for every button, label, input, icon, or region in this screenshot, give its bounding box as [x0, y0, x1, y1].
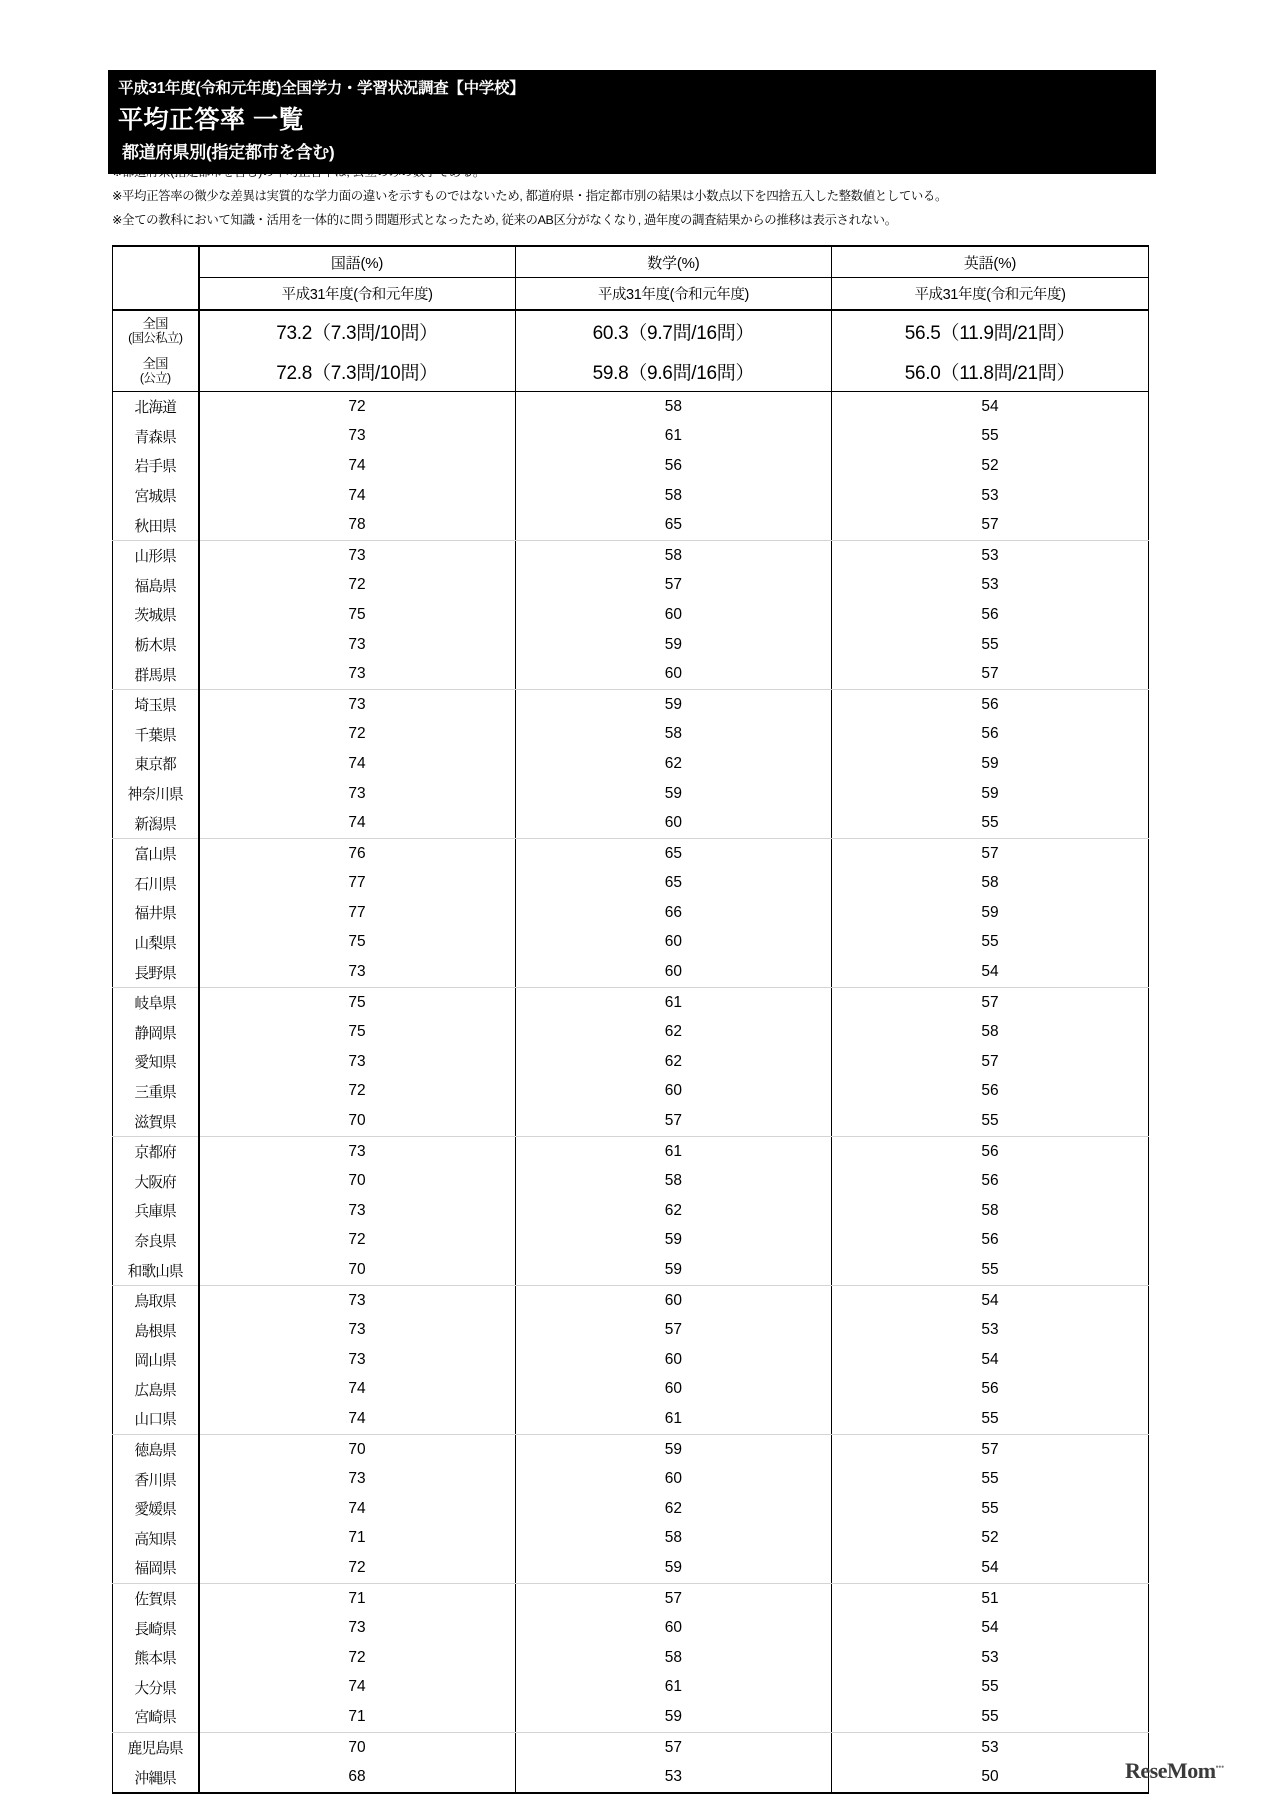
- cell-japanese-score: 73: [199, 659, 516, 689]
- cell-japanese-score: 74: [199, 749, 516, 779]
- cell-national-public-japanese: 72.8（7.3問/10問）: [199, 351, 516, 392]
- row-label-prefecture: 島根県: [113, 1315, 199, 1345]
- cell-english-score: 57: [981, 1440, 999, 1458]
- cell-english-score: 59: [981, 903, 999, 921]
- cell-english-score: 58: [981, 874, 999, 892]
- year-header-english: 平成31年度(令和元年度): [832, 278, 1149, 311]
- row-label-prefecture: 宮城県: [113, 481, 199, 511]
- table-row: [113, 1375, 1149, 1405]
- row-label-prefecture: 京都府: [113, 1136, 199, 1166]
- cell-japanese-score: 74: [199, 1375, 516, 1405]
- cell-english-score: 55: [981, 635, 999, 653]
- row-label-line2: (国公私立): [128, 331, 183, 346]
- row-label-prefecture: 兵庫県: [113, 1196, 199, 1226]
- table-row: [113, 600, 1149, 630]
- row-label-prefecture: 佐賀県: [113, 1583, 199, 1613]
- cell-math-score: 61: [515, 1136, 832, 1166]
- column-header-math: 数学(%): [515, 246, 832, 278]
- cell-math-score: 65: [515, 869, 832, 899]
- row-label-prefecture: 山口県: [113, 1404, 199, 1434]
- cell-japanese-score: 68: [199, 1762, 516, 1793]
- cell-national-all-english: 56.5（11.9問/21問）: [904, 322, 1076, 344]
- cell-math-score: 57: [515, 571, 832, 601]
- cell-english-score: 55: [832, 1404, 1149, 1434]
- cell-english-score: 53: [981, 486, 999, 504]
- cell-japanese-score: 70: [199, 1106, 516, 1136]
- cell-math-score: 60: [515, 1375, 832, 1405]
- row-label-prefecture: 山梨県: [113, 928, 199, 958]
- cell-english-score: 55: [981, 1499, 999, 1517]
- cell-english-score: 56: [981, 1172, 999, 1190]
- row-label-prefecture: 岐阜県: [113, 987, 199, 1017]
- cell-english-score: 57: [832, 659, 1149, 689]
- table-row: [113, 1315, 1149, 1345]
- row-label-prefecture: 長崎県: [113, 1613, 199, 1643]
- survey-title: 平成31年度(令和元年度)全国学力・学習状況調査【中学校】: [118, 80, 525, 97]
- table-row: [113, 510, 1149, 540]
- cell-japanese-score: 74: [199, 451, 516, 481]
- cell-math-score: 59: [515, 1434, 832, 1464]
- cell-japanese-score: 72: [199, 1643, 516, 1673]
- cell-math-score: 60: [515, 928, 832, 958]
- row-label-prefecture: 大分県: [113, 1673, 199, 1703]
- cell-math-score: 57: [515, 1583, 832, 1613]
- cell-math-score: 65: [515, 838, 832, 868]
- row-label-prefecture: 和歌山県: [113, 1255, 199, 1285]
- cell-math-score: 59: [515, 630, 832, 660]
- cell-english-score: 58: [981, 1201, 999, 1219]
- cell-japanese-score: 71: [199, 1524, 516, 1554]
- cell-japanese-score: 73: [199, 1047, 516, 1077]
- row-label-prefecture: 岡山県: [113, 1345, 199, 1375]
- cell-english-score: 56: [981, 1231, 999, 1249]
- cell-english-score: 56: [981, 695, 999, 713]
- cell-english-score: 55: [832, 1106, 1149, 1136]
- table-row: [113, 1196, 1149, 1226]
- cell-japanese-score: 73: [199, 1196, 516, 1226]
- cell-math-score: 61: [515, 1404, 832, 1434]
- row-label-prefecture: 愛媛県: [113, 1494, 199, 1524]
- cell-japanese-score: 75: [199, 600, 516, 630]
- row-label-prefecture: 広島県: [113, 1375, 199, 1405]
- cell-math-score: 59: [515, 1255, 832, 1285]
- table-corner-cell-lower: [113, 278, 199, 311]
- table-row: [113, 1077, 1149, 1107]
- row-label-prefecture: 青森県: [113, 422, 199, 452]
- cell-math-score: 57: [515, 1106, 832, 1136]
- cell-japanese-score: 70: [199, 1732, 516, 1762]
- row-label-prefecture: 北海道: [113, 392, 199, 422]
- cell-japanese-score: 71: [199, 1702, 516, 1732]
- table-head: [113, 246, 1149, 310]
- row-label-prefecture: 鳥取県: [113, 1285, 199, 1315]
- cell-math-score: 59: [515, 1226, 832, 1256]
- cell-national-all-math: 60.3（9.7問/16問）: [515, 310, 832, 351]
- cell-english-score: 56: [981, 1380, 999, 1398]
- row-label-line2: (公立): [139, 371, 171, 386]
- cell-english-score: 54: [981, 1291, 999, 1309]
- cell-math-score: 60: [515, 808, 832, 838]
- cell-japanese-score: 73: [199, 689, 516, 719]
- cell-japanese-score: 74: [199, 1404, 516, 1434]
- cell-math-score: 62: [515, 749, 832, 779]
- row-label-line1: 全国: [142, 356, 168, 372]
- table-row: [113, 957, 1149, 987]
- cell-math-score: 65: [515, 510, 832, 540]
- cell-national-public-english: 56.0（11.8問/21問）: [832, 351, 1149, 392]
- row-label-prefecture: 徳島県: [113, 1434, 199, 1464]
- table-row: [113, 1166, 1149, 1196]
- site-watermark: [1125, 1758, 1224, 1784]
- cell-math-score: 57: [515, 1315, 832, 1345]
- cell-english-score: 52: [981, 1529, 999, 1547]
- row-label-prefecture: 山形県: [113, 540, 199, 570]
- table-row: [113, 898, 1149, 928]
- row-label-prefecture: 福島県: [113, 571, 199, 601]
- cell-japanese-score: 77: [199, 898, 516, 928]
- table-header-row-subjects: [113, 246, 1149, 278]
- cell-japanese-score: 73: [199, 1613, 516, 1643]
- column-header-japanese: 国語(%): [199, 246, 516, 278]
- prefecture-rows-body: [113, 392, 1149, 1793]
- cell-english-score: 57: [981, 1052, 999, 1070]
- row-label-prefecture: 沖縄県: [113, 1762, 199, 1793]
- row-label-prefecture: 大阪府: [113, 1166, 199, 1196]
- cell-japanese-score: 73: [199, 1345, 516, 1375]
- national-row-all-schools: [113, 310, 1149, 351]
- table-row: [113, 749, 1149, 779]
- cell-english-score: 58: [981, 1023, 999, 1041]
- table-row: [113, 451, 1149, 481]
- cell-math-score: 58: [515, 481, 832, 511]
- cell-math-score: 60: [515, 1464, 832, 1494]
- cell-english-score: 55: [981, 1470, 999, 1488]
- page-subtitle: 都道府県別(指定都市を含む): [122, 142, 335, 162]
- cell-national-public-math: 59.8（9.6問/16問）: [515, 351, 832, 392]
- cell-math-score: 59: [515, 779, 832, 809]
- cell-english-score: 56: [981, 605, 999, 623]
- note-item: ※都道府県(指定都市を含む)の平均正答率は, 公立のみの数字である。: [112, 165, 485, 179]
- cell-math-score: 60: [515, 957, 832, 987]
- note-item: ※全ての教科において知識・活用を一体的に問う問題形式となったため, 従来のAB区分がなくなり, 過年度の調査結果からの推移は表示されない。: [112, 213, 897, 228]
- cell-english-score: 55: [981, 1678, 999, 1696]
- cell-japanese-score: 77: [199, 869, 516, 899]
- cell-math-score: 61: [515, 1673, 832, 1703]
- table-row: [113, 1524, 1149, 1554]
- cell-math-score: 62: [515, 1017, 832, 1047]
- table-row: [113, 987, 1149, 1017]
- cell-english-score: 52: [981, 456, 999, 474]
- cell-japanese-score: 75: [199, 987, 516, 1017]
- cell-japanese-score: 74: [199, 1494, 516, 1524]
- row-label-line1: 全国: [142, 316, 168, 332]
- table-row: [113, 1285, 1149, 1315]
- row-label-prefecture: 埼玉県: [113, 689, 199, 719]
- row-label-prefecture: 千葉県: [113, 720, 199, 750]
- row-label-prefecture: 奈良県: [113, 1226, 199, 1256]
- national-row-public: [113, 351, 1149, 392]
- cell-math-score: 58: [515, 540, 832, 570]
- table-row: [113, 1732, 1149, 1762]
- column-header-english: 英語(%): [832, 246, 1149, 278]
- row-label-national-all: [113, 310, 199, 351]
- cell-japanese-score: 71: [199, 1583, 516, 1613]
- cell-math-score: 62: [515, 1196, 832, 1226]
- cell-english-score: 57: [981, 993, 999, 1011]
- row-label-prefecture: 茨城県: [113, 600, 199, 630]
- cell-english-score: 53: [981, 546, 999, 564]
- row-label-prefecture: 東京都: [113, 749, 199, 779]
- cell-japanese-score: 74: [199, 808, 516, 838]
- row-label-prefecture: 岩手県: [113, 451, 199, 481]
- notes-list: [112, 166, 1172, 238]
- cell-english-score: 59: [981, 754, 999, 772]
- cell-english-score: 56: [981, 1082, 999, 1100]
- cell-math-score: 61: [515, 422, 832, 452]
- cell-japanese-score: 72: [199, 1077, 516, 1107]
- table-row: [113, 630, 1149, 660]
- table-row: [113, 1553, 1149, 1583]
- cell-english-score: 54: [981, 397, 999, 415]
- table-row: [113, 1404, 1149, 1434]
- cell-math-score: 66: [515, 898, 832, 928]
- cell-math-score: 60: [515, 1285, 832, 1315]
- table-row: [113, 869, 1149, 899]
- cell-japanese-score: 73: [199, 630, 516, 660]
- year-header-japanese: 平成31年度(令和元年度): [199, 278, 516, 311]
- table-row: [113, 1494, 1149, 1524]
- cell-english-score: 56: [981, 725, 999, 743]
- cell-math-score: 60: [515, 1345, 832, 1375]
- cell-english-score: 54: [981, 1350, 999, 1368]
- cell-english-score: 55: [832, 1702, 1149, 1732]
- table-row: [113, 720, 1149, 750]
- row-label-prefecture: 長野県: [113, 957, 199, 987]
- cell-math-score: 59: [515, 1553, 832, 1583]
- cell-japanese-score: 73: [199, 1315, 516, 1345]
- title-banner: [108, 70, 1156, 174]
- table-row: [113, 1047, 1149, 1077]
- cell-japanese-score: 73: [199, 779, 516, 809]
- table-row: [113, 779, 1149, 809]
- row-label-prefecture: 香川県: [113, 1464, 199, 1494]
- cell-japanese-score: 70: [199, 1434, 516, 1464]
- cell-japanese-score: 74: [199, 481, 516, 511]
- cell-japanese-score: 72: [199, 1226, 516, 1256]
- page-title: 平均正答率 一覧: [118, 106, 304, 135]
- table-row: [113, 1643, 1149, 1673]
- table-row: [113, 1106, 1149, 1136]
- watermark-dots: •••: [1215, 1762, 1224, 1772]
- row-label-prefecture: 富山県: [113, 838, 199, 868]
- cell-math-score: 58: [515, 720, 832, 750]
- cell-japanese-score: 73: [199, 540, 516, 570]
- cell-math-score: 62: [515, 1047, 832, 1077]
- row-label-prefecture: 熊本県: [113, 1643, 199, 1673]
- cell-english-score: 51: [981, 1589, 999, 1607]
- row-label-prefecture: 滋賀県: [113, 1106, 199, 1136]
- cell-math-score: 56: [515, 451, 832, 481]
- table-row: [113, 1613, 1149, 1643]
- table-row: [113, 928, 1149, 958]
- cell-english-score: 55: [832, 1255, 1149, 1285]
- cell-english-score: 53: [981, 576, 999, 594]
- note-item: ※平均正答率の微少な差異は実質的な学力面の違いを示すものではないため, 都道府県・指定都市別の結果は小数点以下を四捨五入した整数値としている。: [112, 189, 947, 204]
- table-row: [113, 1226, 1149, 1256]
- row-label-prefecture: 鹿児島県: [113, 1732, 199, 1762]
- cell-japanese-score: 75: [199, 928, 516, 958]
- cell-english-score: 53: [981, 1321, 999, 1339]
- cell-english-score: 54: [981, 1619, 999, 1637]
- cell-math-score: 58: [515, 1524, 832, 1554]
- cell-english-score: 57: [981, 844, 999, 862]
- row-label-prefecture: 栃木県: [113, 630, 199, 660]
- cell-math-score: 62: [515, 1494, 832, 1524]
- cell-english-score: 56: [981, 1142, 999, 1160]
- cell-japanese-score: 72: [199, 392, 516, 422]
- table-row: [113, 689, 1149, 719]
- cell-math-score: 58: [515, 1643, 832, 1673]
- cell-japanese-score: 72: [199, 1553, 516, 1583]
- cell-english-score: 53: [981, 1648, 999, 1666]
- table-row: [113, 1673, 1149, 1703]
- table-row: [113, 1464, 1149, 1494]
- cell-english-score: 59: [981, 784, 999, 802]
- cell-japanese-score: 73: [199, 1136, 516, 1166]
- cell-math-score: 60: [515, 600, 832, 630]
- table-row: [113, 540, 1149, 570]
- row-label-prefecture: 神奈川県: [113, 779, 199, 809]
- table-row: [113, 659, 1149, 689]
- cell-english-score: 53: [981, 1738, 999, 1756]
- row-label-prefecture: 愛知県: [113, 1047, 199, 1077]
- row-label-prefecture: 群馬県: [113, 659, 199, 689]
- cell-english-score: 50: [981, 1768, 999, 1786]
- table-corner-cell: [113, 246, 199, 278]
- cell-math-score: 58: [515, 392, 832, 422]
- watermark-text: ReseMom: [1125, 1758, 1216, 1783]
- cell-english-score: 54: [832, 957, 1149, 987]
- cell-english-score: 55: [832, 808, 1149, 838]
- table-row: [113, 808, 1149, 838]
- row-label-prefecture: 静岡県: [113, 1017, 199, 1047]
- table-row: [113, 1583, 1149, 1613]
- table-row: [113, 422, 1149, 452]
- cell-math-score: 59: [515, 689, 832, 719]
- row-label-prefecture: 三重県: [113, 1077, 199, 1107]
- cell-math-score: 60: [515, 1077, 832, 1107]
- cell-english-score: 57: [832, 510, 1149, 540]
- row-label-prefecture: 福井県: [113, 898, 199, 928]
- cell-japanese-score: 73: [199, 422, 516, 452]
- year-header-math: 平成31年度(令和元年度): [515, 278, 832, 311]
- row-label-prefecture: 新潟県: [113, 808, 199, 838]
- table-row: [113, 1255, 1149, 1285]
- cell-japanese-score: 76: [199, 838, 516, 868]
- cell-japanese-score: 73: [199, 1464, 516, 1494]
- cell-math-score: 53: [515, 1762, 832, 1793]
- cell-japanese-score: 72: [199, 571, 516, 601]
- cell-math-score: 57: [515, 1732, 832, 1762]
- cell-japanese-score: 78: [199, 510, 516, 540]
- table-header-row-year: [113, 278, 1149, 311]
- cell-math-score: 58: [515, 1166, 832, 1196]
- row-label-prefecture: 高知県: [113, 1524, 199, 1554]
- cell-math-score: 59: [515, 1702, 832, 1732]
- cell-national-all-japanese: 73.2（7.3問/10問）: [199, 310, 516, 351]
- row-label-national-public: [113, 351, 199, 392]
- cell-english-score: 55: [981, 427, 999, 445]
- row-label-prefecture: 宮崎県: [113, 1702, 199, 1732]
- table-row: [113, 571, 1149, 601]
- cell-japanese-score: 74: [199, 1673, 516, 1703]
- table-row: [113, 1345, 1149, 1375]
- row-label-prefecture: 石川県: [113, 869, 199, 899]
- table-row: [113, 1017, 1149, 1047]
- cell-japanese-score: 72: [199, 720, 516, 750]
- table-row: [113, 392, 1149, 422]
- cell-english-score: 54: [832, 1553, 1149, 1583]
- cell-japanese-score: 70: [199, 1255, 516, 1285]
- cell-math-score: 60: [515, 659, 832, 689]
- table-row: [113, 1762, 1149, 1793]
- cell-japanese-score: 73: [199, 1285, 516, 1315]
- cell-math-score: 60: [515, 1613, 832, 1643]
- cell-japanese-score: 73: [199, 957, 516, 987]
- cell-japanese-score: 70: [199, 1166, 516, 1196]
- cell-math-score: 61: [515, 987, 832, 1017]
- row-label-prefecture: 福岡県: [113, 1553, 199, 1583]
- row-label-prefecture: 秋田県: [113, 510, 199, 540]
- cell-english-score: 55: [981, 933, 999, 951]
- table-row: [113, 1434, 1149, 1464]
- table-row: [113, 1702, 1149, 1732]
- table-body: [113, 310, 1149, 392]
- table-row: [113, 838, 1149, 868]
- results-table-container: [112, 245, 1148, 1794]
- table-row: [113, 1136, 1149, 1166]
- table-row: [113, 481, 1149, 511]
- average-correct-rate-table: [112, 245, 1149, 1794]
- cell-japanese-score: 75: [199, 1017, 516, 1047]
